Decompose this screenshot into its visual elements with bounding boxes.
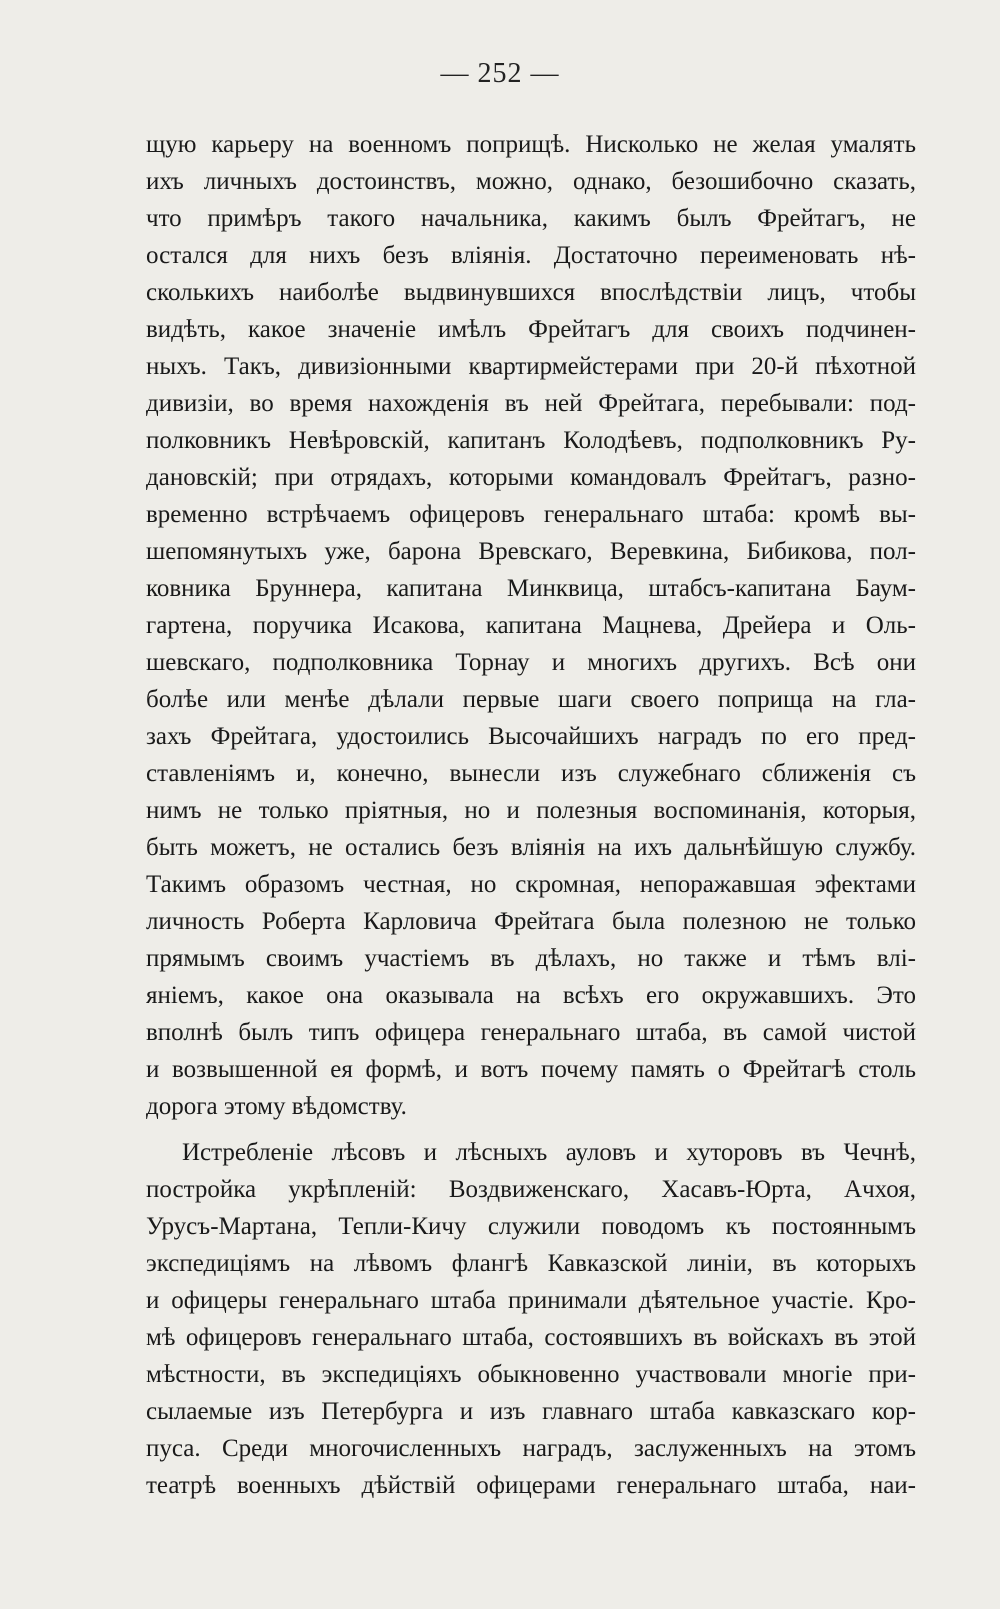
text-line: пуса. Среди многочисленныхъ наградъ, заслуженныхъ на этомъ	[146, 1435, 916, 1462]
text-line: дивизіи, во время нахожденія въ ней Фрейтага, перебывали: под-	[146, 390, 916, 417]
page-number: — 252 —	[440, 58, 560, 89]
paragraph-1	[146, 126, 916, 1125]
text-line: ковника Бруннера, капитана Минквица, штабсъ-капитана Баум-	[146, 575, 916, 602]
text-line: болѣе или менѣе дѣлали первые шаги своего поприща на гла-	[146, 686, 916, 713]
text-line: что примѣръ такого начальника, какимъ былъ Фрейтагъ, не	[146, 205, 916, 232]
text-line: дановскій; при отрядахъ, которыми командовалъ Фрейтагъ, разно-	[146, 464, 916, 491]
text-line: мѣ офицеровъ генеральнаго штаба, состоявшихъ въ войскахъ въ этой	[146, 1324, 916, 1351]
text-line: гартена, поручика Исакова, капитана Мацнева, Дрейера и Оль-	[146, 612, 916, 639]
text-line: постройка укрѣпленій: Воздвиженскаго, Хасавъ-Юрта, Ачхоя,	[146, 1176, 916, 1203]
text-line: экспедиціямъ на лѣвомъ флангѣ Кавказской линіи, въ которыхъ	[146, 1250, 916, 1277]
text-line: временно встрѣчаемъ офицеровъ генеральнаго штаба: кромѣ вы-	[146, 501, 916, 528]
text-line: сколькихъ наиболѣе выдвинувшихся впослѣдствіи лицъ, чтобы	[146, 279, 916, 306]
text-line: щую карьеру на военномъ поприщѣ. Нисколько не желая умалять	[146, 131, 916, 158]
text-line: дорога этому вѣдомству.	[146, 1093, 407, 1120]
text-line: быть можетъ, не остались безъ вліянія на ихъ дальнѣйшую службу.	[146, 834, 916, 861]
text-line: шевскаго, подполковника Торнау и многихъ другихъ. Всѣ они	[146, 649, 916, 676]
text-line: яніемъ, какое она оказывала на всѣхъ его окружавшихъ. Это	[146, 982, 916, 1009]
text-line: ихъ личныхъ достоинствъ, можно, однако, безошибочно сказать,	[146, 168, 916, 195]
text-line: мѣстности, въ экспедиціяхъ обыкновенно участвовали многіе при-	[146, 1361, 916, 1388]
text-line: и офицеры генеральнаго штаба принимали дѣятельное участіе. Кро-	[146, 1287, 916, 1314]
text-line: ставленіямъ и, конечно, вынесли изъ служебнаго сближенія съ	[146, 760, 916, 787]
text-line: полковникъ Невѣровскій, капитанъ Колодѣевъ, подполковникъ Ру-	[146, 427, 916, 454]
text-line: сылаемые изъ Петербурга и изъ главнаго штаба кавказскаго кор-	[146, 1398, 916, 1425]
text-line: прямымъ своимъ участіемъ въ дѣлахъ, но также и тѣмъ влі-	[146, 945, 916, 972]
text-line: вполнѣ былъ типъ офицера генеральнаго штаба, въ самой чистой	[146, 1019, 916, 1046]
text-line: Истребленіе лѣсовъ и лѣсныхъ ауловъ и хуторовъ въ Чечнѣ,	[182, 1139, 916, 1166]
text-line: ныхъ. Такъ, дивизіонными квартирмейстерами при 20-й пѣхотной	[146, 353, 916, 380]
text-line: личность Роберта Карловича Фрейтага была полезною не только	[146, 908, 916, 935]
paragraph-2	[146, 1134, 916, 1504]
text-line: театрѣ военныхъ дѣйствій офицерами генеральнаго штаба, наи-	[146, 1472, 916, 1499]
text-line: Такимъ образомъ честная, но скромная, непоражавшая эфектами	[146, 871, 916, 898]
text-line: видѣть, какое значеніе имѣлъ Фрейтагъ для своихъ подчинен-	[146, 316, 916, 343]
text-line: нимъ не только пріятныя, но и полезныя воспоминанія, которыя,	[146, 797, 916, 824]
text-line: Урусъ-Мартана, Тепли-Кичу служили поводомъ къ постояннымъ	[146, 1213, 916, 1240]
text-line: захъ Фрейтага, удостоились Высочайшихъ наградъ по его пред-	[146, 723, 916, 750]
text-line: шепомянутыхъ уже, барона Вревскаго, Веревкина, Бибикова, пол-	[146, 538, 916, 565]
text-line: остался для нихъ безъ вліянія. Достаточно переименовать нѣ-	[146, 242, 916, 269]
text-line: и возвышенной ея формѣ, и вотъ почему память о Фрейтагѣ столь	[146, 1056, 916, 1083]
